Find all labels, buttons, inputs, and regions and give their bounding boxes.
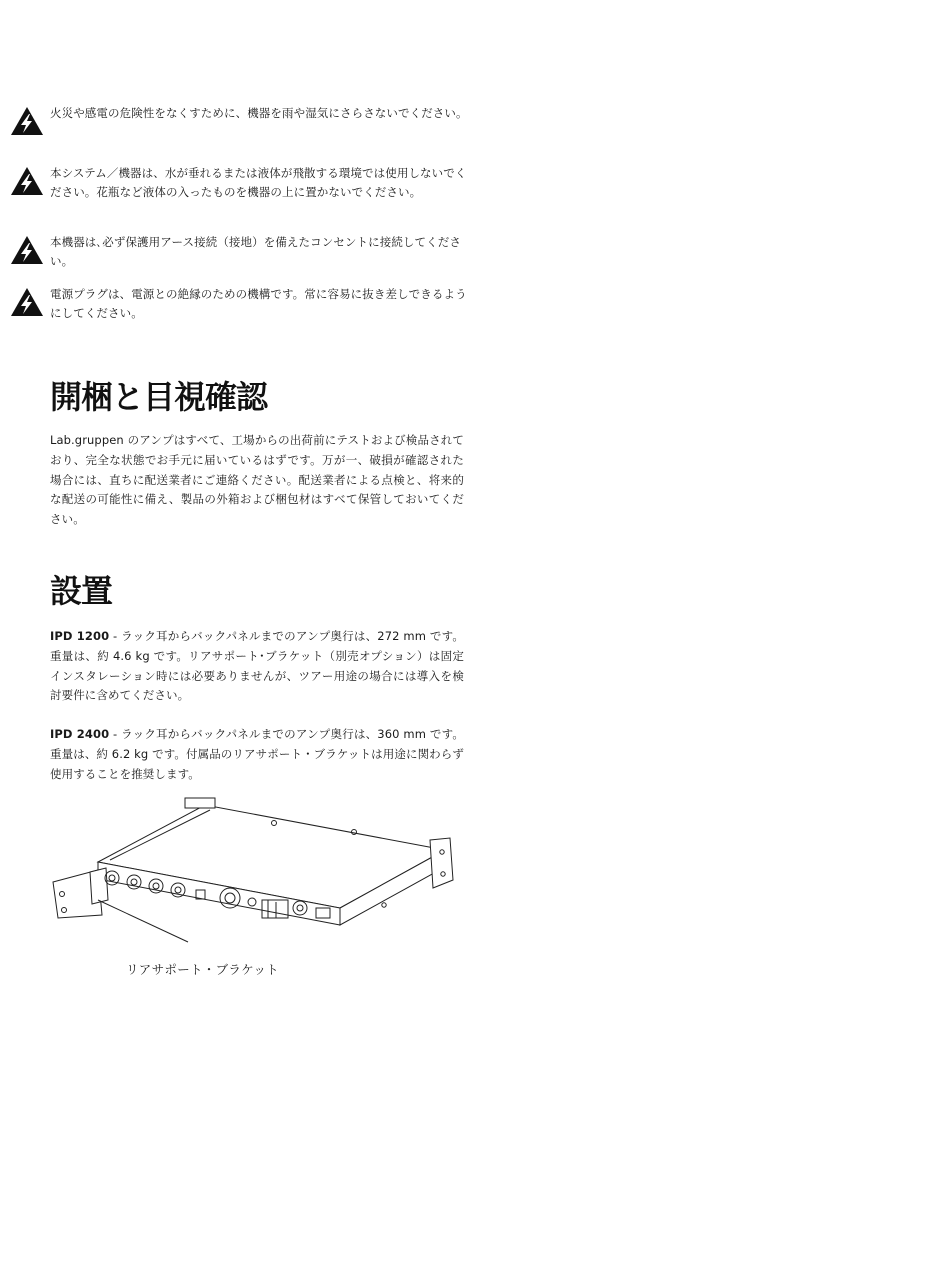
warning-text: 火災や感電の危険性をなくすために、機器を雨や湿気にさらさないでください。 bbox=[50, 106, 468, 120]
lightning-warning-icon bbox=[10, 106, 44, 136]
ipd2400-paragraph bbox=[50, 725, 464, 784]
warning-text: 本機器は､必ず保護用アース接続（接地）を備えたコンセントに接続してください。 bbox=[50, 235, 461, 268]
lightning-warning-icon bbox=[10, 166, 44, 196]
warning-text: 本システム／機器は、水が垂れるまたは液体が飛散する環境では使用しないでください。花瓶など液体の入ったものを機器の上に置かないでください。 bbox=[50, 166, 467, 199]
ipd1200-text: - ラック耳からバックパネルまでのアンプ奥行は、272 mm です。重量は、約 4.6 kg です。リアサポート･ブラケット（別売オプション）は固定インスタレーション時には必要ありませんが、ツアー用途の場合には導入を検討要件に含めてください。 bbox=[50, 629, 464, 703]
warning-text: 電源プラグは、電源との絶縁のための機構です。常に容易に抜き差しできるようにしてください。 bbox=[50, 287, 467, 320]
lightning-warning-icon bbox=[10, 235, 44, 265]
figure-caption: リアサポート・ブラケット bbox=[126, 962, 279, 977]
ipd2400-text: - ラック耳からバックパネルまでのアンプ奥行は、360 mm です。重量は、約 6.2 kg です。付属品のリアサポート・ブラケットは用途に関わらず使用することを推奨します。 bbox=[50, 727, 464, 781]
warning-ground bbox=[10, 233, 470, 271]
model-name: IPD 2400 bbox=[50, 727, 110, 741]
warning-moisture bbox=[10, 104, 470, 136]
unpacking-paragraph: Lab.gruppen のアンプはすべて、工場からの出荷前にテストおよび検品されており、完全な状態でお手元に届いているはずです。万が一、破損が確認された場合には、直ちに配送業者にご連絡ください。配送業者による点検と、将来的な配送の可能性に備え、製品の外箱および梱包材はすべて保管しておいてください。 bbox=[50, 433, 464, 527]
ipd1200-paragraph bbox=[50, 627, 464, 706]
amplifier-rear-view-illustration bbox=[50, 790, 470, 955]
warning-plug bbox=[10, 285, 470, 323]
section-heading-installation: 設置 bbox=[50, 572, 113, 610]
model-name: IPD 1200 bbox=[50, 629, 110, 643]
warning-liquid bbox=[10, 164, 470, 202]
lightning-warning-icon bbox=[10, 287, 44, 317]
section-heading-unpacking: 開梱と目視確認 bbox=[50, 378, 268, 416]
